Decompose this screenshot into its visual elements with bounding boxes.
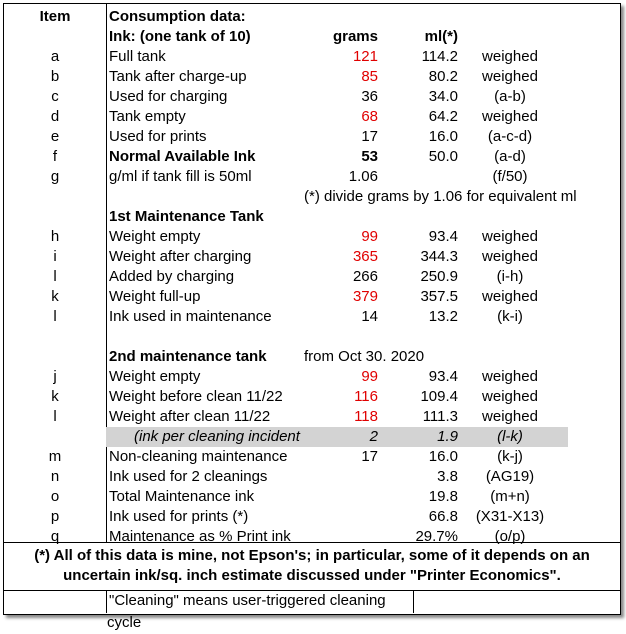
row-item-label: i xyxy=(53,248,57,265)
row-description: Ink used for prints (*) xyxy=(109,508,249,525)
row-description: g/ml if tank fill is 50ml xyxy=(109,168,252,185)
table-row xyxy=(4,507,620,527)
header-row xyxy=(4,7,620,27)
row-ml: 1.9 xyxy=(437,428,458,445)
row-item-label: c xyxy=(51,88,59,105)
row-grams: 365 xyxy=(352,248,378,265)
row-grams: 121 xyxy=(352,48,378,65)
table-row xyxy=(4,67,620,87)
row-grams: 2 xyxy=(369,428,378,445)
row-item-label: l xyxy=(53,268,57,285)
row-note: (k-j) xyxy=(497,448,523,465)
table-row xyxy=(4,467,620,487)
table-row xyxy=(4,407,620,427)
row-note: (a-b) xyxy=(494,88,526,105)
row-note: (X31-X13) xyxy=(475,508,545,525)
row-grams: 85 xyxy=(361,68,378,85)
row-note: (a-d) xyxy=(494,148,526,165)
row-ml: 93.4 xyxy=(428,228,458,245)
row-item-label: g xyxy=(50,168,60,185)
table-row xyxy=(4,227,620,247)
row-ml: 19.8 xyxy=(428,488,458,505)
row-description: Added by charging xyxy=(109,268,235,285)
table-row xyxy=(4,387,620,407)
row-item-label: p xyxy=(50,508,60,525)
row-note: (f/50) xyxy=(492,168,528,185)
row-ml: 34.0 xyxy=(428,88,458,105)
row-grams: 1.06 xyxy=(348,168,378,185)
row-description: Tank after charge-up xyxy=(109,68,247,85)
row-grams: 116 xyxy=(354,388,378,405)
row-ml: 13.2 xyxy=(428,308,458,325)
row-note: (AG19) xyxy=(485,468,535,485)
row-note: (a-c-d) xyxy=(487,128,533,145)
row-grams: 266 xyxy=(352,268,378,285)
row-description: (ink per cleaning incident xyxy=(134,428,300,445)
row-ml: 80.2 xyxy=(428,68,458,85)
row-note: weighed xyxy=(482,408,538,425)
table-row xyxy=(4,147,620,167)
disclaimer-box xyxy=(4,542,620,591)
row-item-label: f xyxy=(52,148,58,165)
grams-column-header: grams xyxy=(332,28,378,45)
table-row xyxy=(4,487,620,507)
row-annotation: from Oct 30. 2020 xyxy=(304,348,425,365)
row-description: Full tank xyxy=(109,48,166,65)
row-description: Weight after charging xyxy=(109,248,252,265)
row-note: weighed xyxy=(482,288,538,305)
row-grams: 36 xyxy=(361,88,378,105)
table-row xyxy=(4,327,620,347)
table-row xyxy=(4,187,620,207)
table-title: Consumption data: xyxy=(109,8,246,25)
row-item-label: k xyxy=(51,388,59,405)
row-grams: 99 xyxy=(361,228,378,245)
row-item-label: n xyxy=(50,468,60,485)
row-description: Maintenance as % Print ink xyxy=(109,528,291,545)
table-row xyxy=(4,347,620,367)
row-item-label: l xyxy=(53,308,57,325)
row-note: weighed xyxy=(482,108,538,125)
row-description: Weight after clean 11/22 xyxy=(109,408,271,425)
row-note: (k-i) xyxy=(497,308,523,325)
row-description: Weight full-up xyxy=(109,288,201,305)
row-ml: 250.9 xyxy=(420,268,458,285)
row-description: Tank empty xyxy=(109,108,186,125)
row-description: Normal Available Ink xyxy=(109,148,256,165)
row-description: Ink used in maintenance xyxy=(109,308,272,325)
row-note: weighed xyxy=(482,388,538,405)
row-description: Used for charging xyxy=(109,88,228,105)
row-grams: 379 xyxy=(352,288,378,305)
disclaimer-line-2: uncertain ink/sq. inch estimate discussed under "Printer Economics". xyxy=(63,567,561,584)
row-ml: 109.4 xyxy=(420,388,458,405)
row-ml: 114.2 xyxy=(421,48,458,65)
table-row xyxy=(4,127,620,147)
row-item-label: h xyxy=(50,228,60,245)
row-note: weighed xyxy=(482,228,538,245)
row-ml: 93.4 xyxy=(428,368,458,385)
table-row xyxy=(4,107,620,127)
row-description: Ink used for 2 cleanings xyxy=(109,468,268,485)
row-description: 2nd maintenance tank xyxy=(109,348,267,365)
row-note: weighed xyxy=(482,368,538,385)
row-note: weighed xyxy=(482,48,538,65)
table-row xyxy=(4,287,620,307)
row-grams: 14 xyxy=(361,308,378,325)
row-ml: 111.3 xyxy=(422,408,458,425)
row-note: (m+n) xyxy=(490,488,530,505)
row-description: Total Maintenance ink xyxy=(109,488,255,505)
row-ml: 29.7% xyxy=(415,528,458,545)
table-row xyxy=(4,47,620,67)
row-ml: 64.2 xyxy=(428,108,458,125)
row-note: weighed xyxy=(482,68,538,85)
disclaimer-line-1: (*) All of this data is mine, not Epson's; in particular, some of it depends on an xyxy=(34,547,590,564)
row-item-label: o xyxy=(50,488,60,505)
table-row xyxy=(4,207,620,227)
row-ml: 16.0 xyxy=(428,448,458,465)
table-row xyxy=(4,307,620,327)
consumption-table xyxy=(3,3,621,631)
row-note: (i-h) xyxy=(496,268,524,285)
table-row xyxy=(4,87,620,107)
row-item-label: q xyxy=(50,528,60,545)
row-ml: 3.8 xyxy=(437,468,458,485)
row-grams: 53 xyxy=(361,148,378,165)
row-grams: 99 xyxy=(361,368,378,385)
row-ml: 66.8 xyxy=(428,508,458,525)
row-item-label: a xyxy=(50,48,60,65)
row-item-label: e xyxy=(50,128,60,145)
cleaning-note: "Cleaning" means user-triggered cleaning cycle xyxy=(106,590,414,613)
subheader-row xyxy=(4,27,620,47)
row-grams: 118 xyxy=(354,408,378,425)
item-column-header: Item xyxy=(39,8,71,25)
row-grams: 68 xyxy=(361,108,378,125)
row-description: 1st Maintenance Tank xyxy=(109,208,264,225)
row-ml: 50.0 xyxy=(428,148,458,165)
row-grams: 17 xyxy=(361,128,378,145)
row-item-label: k xyxy=(51,288,59,305)
row-note: (l-k) xyxy=(497,428,523,445)
row-description: Weight before clean 11/22 xyxy=(109,388,283,405)
row-item-label: m xyxy=(48,448,62,465)
row-ml: 357.5 xyxy=(420,288,458,305)
ink-heading: Ink: (one tank of 10) xyxy=(109,28,251,45)
ml-column-header: ml(*) xyxy=(424,28,458,45)
row-description: Used for prints xyxy=(109,128,207,145)
table-row xyxy=(4,447,620,467)
row-item-label: j xyxy=(53,368,57,385)
table-row xyxy=(4,267,620,287)
table-row xyxy=(4,247,620,267)
table-row xyxy=(4,427,620,447)
row-grams: 17 xyxy=(361,448,378,465)
row-note: (o/p) xyxy=(494,528,526,545)
row-ml: 16.0 xyxy=(428,128,458,145)
row-note: weighed xyxy=(482,248,538,265)
row-ml: 344.3 xyxy=(420,248,458,265)
row-description: Weight empty xyxy=(109,368,201,385)
row-description: Weight empty xyxy=(109,228,201,245)
row-item-label: d xyxy=(50,108,60,125)
row-description: Non-cleaning maintenance xyxy=(109,448,288,465)
row-item-label: b xyxy=(50,68,60,85)
table-row xyxy=(4,367,620,387)
table-row xyxy=(4,167,620,187)
row-annotation: (*) divide grams by 1.06 for equivalent ml xyxy=(304,188,577,205)
row-item-label: l xyxy=(53,408,57,425)
